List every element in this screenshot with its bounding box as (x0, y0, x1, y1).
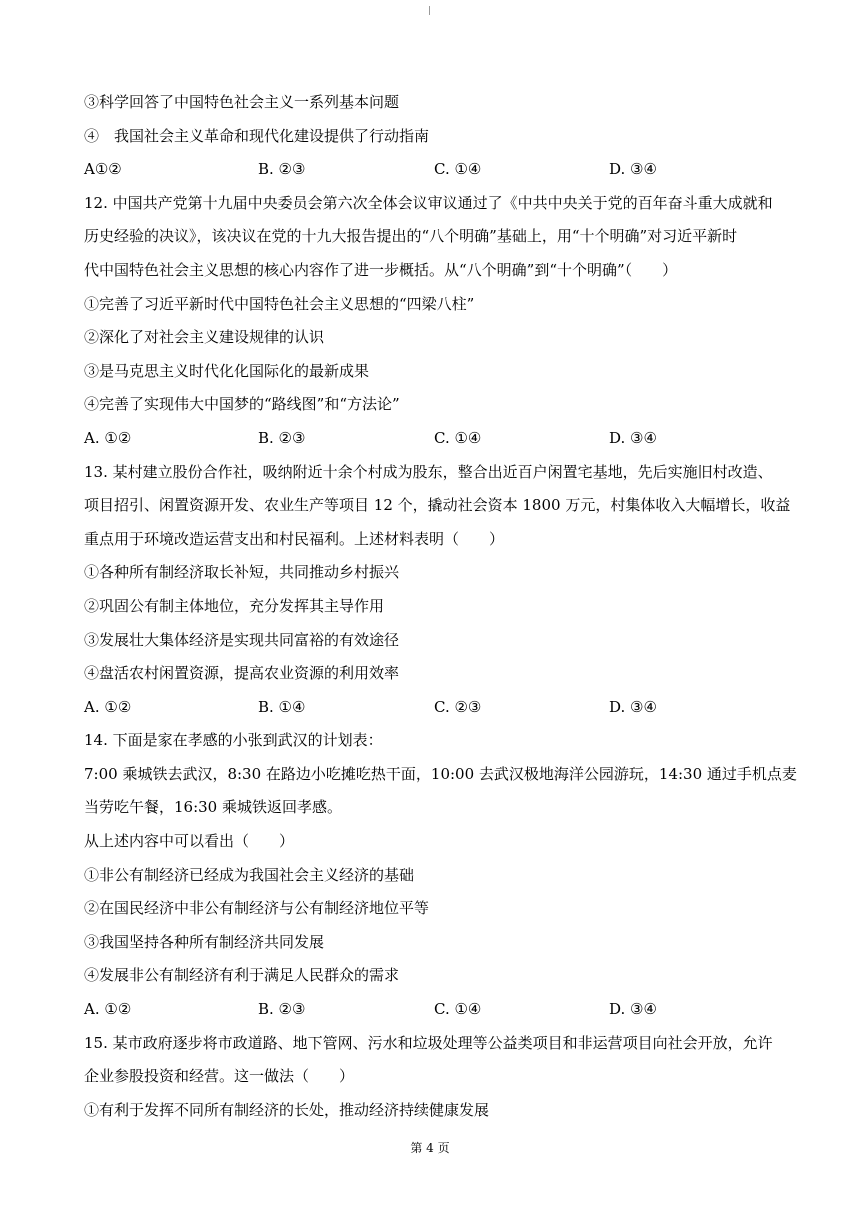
q11-option-b: B. ②③ (258, 160, 306, 179)
q15-stem-line: 企业参股投资和经营。这一做法（ ） (84, 1067, 355, 1086)
q12-option-b: B. ②③ (258, 428, 306, 447)
q12-stem-line: 代中国特色社会主义思想的核心内容作了进一步概括。从“八个明确”到“十个明确”（ ） (84, 260, 678, 279)
q14-option-c: C. ①④ (434, 1000, 482, 1019)
q13-options (84, 691, 784, 725)
q12-statement-1: ①完善了习近平新时代中国特色社会主义思想的“四梁八柱” (84, 294, 475, 313)
question-14 (84, 724, 797, 1026)
q13-stem-line: 项目招引、闲置资源开发、农业生产等项目 12 个，撬动社会资本 1800 万元，村集体收入大幅增长，收益 (84, 496, 791, 515)
q13-option-c: C. ②③ (434, 697, 482, 716)
q12-stem-line: 12. 中国共产党第十九届中央委员会第六次全体会议审议通过了《中共中央关于党的百年奋斗重大成就和 (84, 193, 773, 212)
q12-statement-2: ②深化了对社会主义建设规律的认识 (84, 328, 325, 347)
q13-option-d: D. ③④ (609, 697, 657, 716)
q11-options (84, 153, 784, 187)
q14-statement-4: ④发展非公有制经济有利于满足人民群众的需求 (84, 966, 400, 985)
q14-stem-line: 14. 下面是家在孝感的小张到武汉的计划表： (84, 731, 383, 750)
question-15 (84, 1027, 784, 1128)
q13-stem-line: 13. 某村建立股份合作社，吸纳附近十余个村成为股东，整合出近百户闲置宅基地，先后实施旧村改造、 (84, 462, 773, 481)
q14-statement-2: ②在国民经济中非公有制经济与公有制经济地位平等 (84, 899, 430, 918)
q15-stem-line: 15. 某市政府逐步将市政道路、地下管网、污水和垃圾处理等公益类项目和非运营项目向社会开放，允许 (84, 1033, 773, 1052)
q13-statement-3: ③发展壮大集体经济是实现共同富裕的有效途径 (84, 630, 400, 649)
q12-options (84, 422, 784, 456)
q11-statement-3: ③科学回答了中国特色社会主义一系列基本问题 (84, 93, 400, 111)
question-11-tail (84, 86, 784, 187)
document-body (84, 86, 797, 1127)
q13-statement-1: ①各种所有制经济取长补短，共同推动乡村振兴 (84, 563, 400, 582)
q11-option-c: C. ①④ (434, 160, 482, 179)
q12-option-a: A. ①② (84, 428, 132, 447)
q11-statement-4: ④ 我国社会主义革命和现代化建设提供了行动指南 (84, 126, 430, 145)
q13-option-a: A. ①② (84, 697, 132, 716)
q12-statement-4: ④完善了实现伟大中国梦的“路线图”和“方法论” (84, 395, 400, 414)
q14-option-a: A. ①② (84, 1000, 132, 1019)
q14-stem-line: 7:00 乘城铁去武汉，8:30 在路边小吃摊吃热干面，10:00 去武汉极地海洋公园游玩，14:30 通过手机点麦 (84, 764, 797, 783)
q11-option-d: D. ③④ (609, 160, 657, 179)
q12-option-d: D. ③④ (609, 428, 657, 447)
question-13 (84, 456, 791, 725)
question-12 (84, 187, 784, 456)
q15-statement-1: ①有利于发挥不同所有制经济的长处，推动经济持续健康发展 (84, 1100, 490, 1119)
q14-option-b: B. ②③ (258, 1000, 306, 1019)
page-top-mark (429, 6, 430, 15)
q12-stem-line: 历史经验的决议》，该决议在党的十九大报告提出的“八个明确”基础上，用“十个明确”对习近平新时 (84, 227, 738, 246)
q14-statement-3: ③我国坚持各种所有制经济共同发展 (84, 932, 325, 951)
q14-stem-line: 从上述内容中可以看出（ ） (84, 832, 295, 851)
q14-statement-1: ①非公有制经济已经成为我国社会主义经济的基础 (84, 865, 415, 884)
q11-option-a: A①② (84, 160, 122, 179)
q13-statement-4: ④盘活农村闲置资源，提高农业资源的利用效率 (84, 664, 400, 683)
page-number: 第 4 页 (410, 1141, 450, 1155)
q13-stem-line: 重点用于环境改造运营支出和村民福利。上述材料表明（ ） (84, 529, 505, 548)
q12-statement-3: ③是马克思主义时代化化国际化的最新成果 (84, 361, 370, 380)
q13-statement-2: ②巩固公有制主体地位，充分发挥其主导作用 (84, 596, 385, 615)
q14-stem-line: 当劳吃午餐，16:30 乘城铁返回孝感。 (84, 798, 342, 817)
q13-option-b: B. ①④ (258, 697, 306, 716)
q14-options (84, 993, 784, 1027)
q14-option-d: D. ③④ (609, 1000, 657, 1019)
q12-option-c: C. ①④ (434, 428, 482, 447)
